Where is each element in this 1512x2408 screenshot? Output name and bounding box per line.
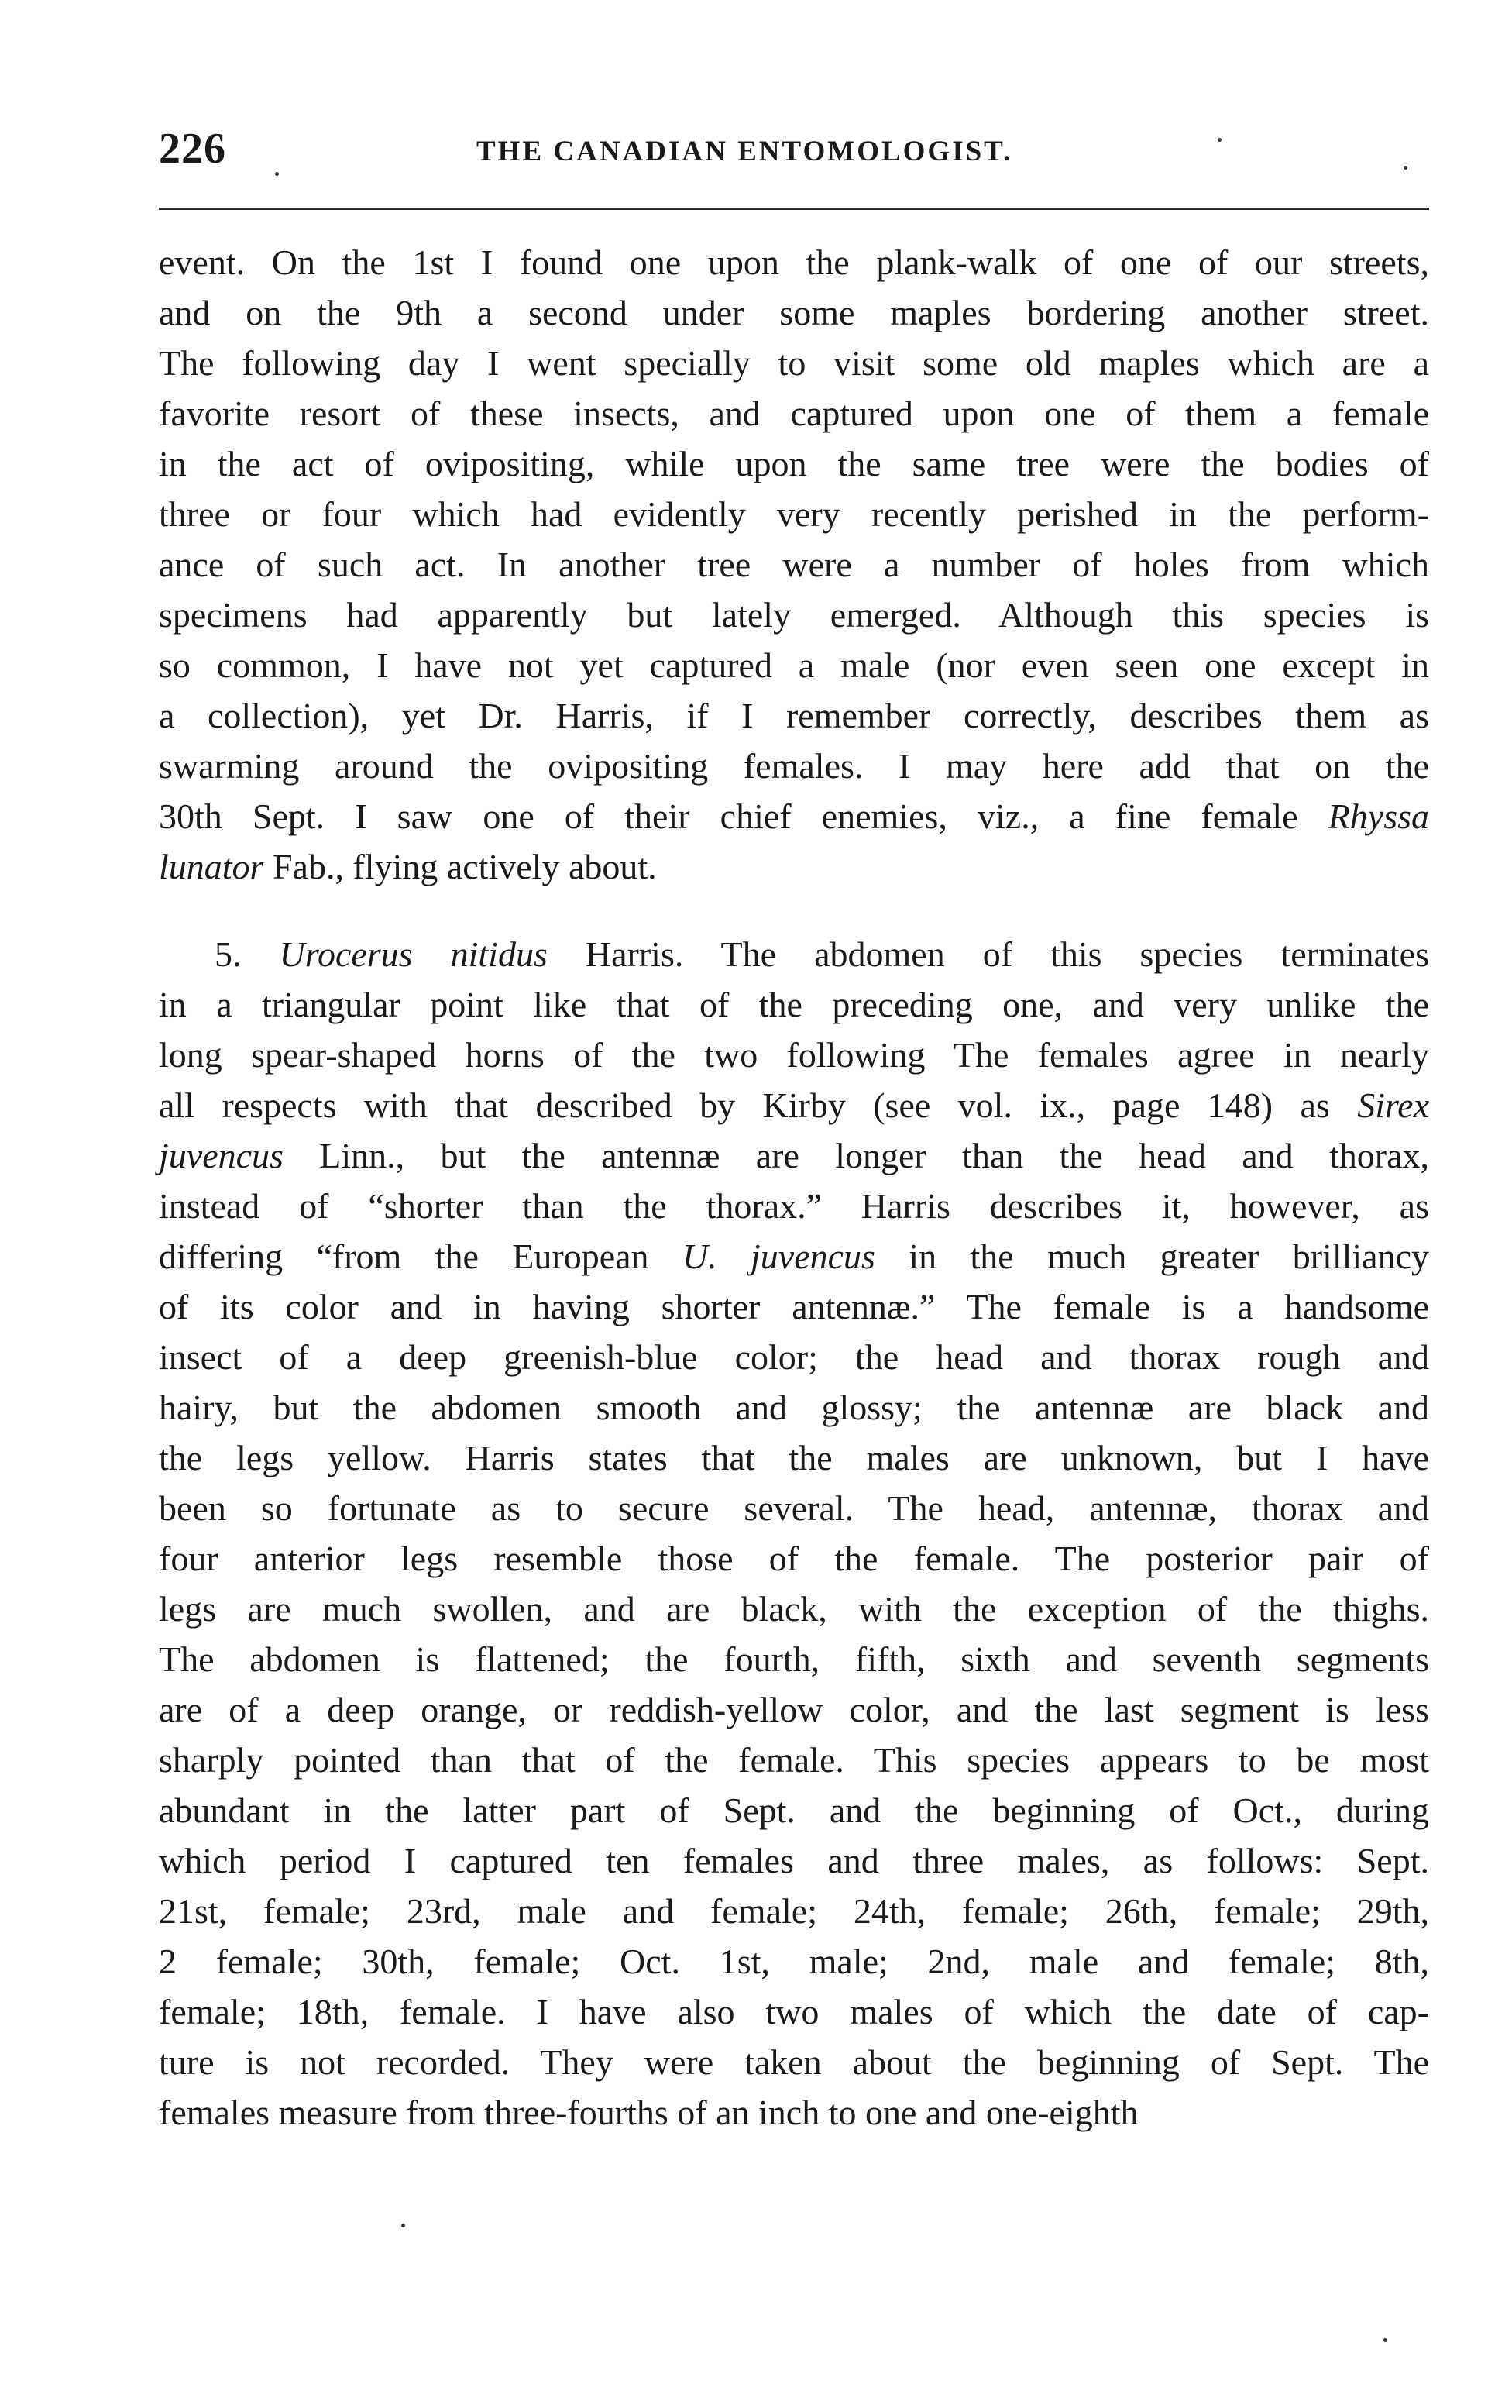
text-line [159, 1533, 1429, 1584]
italic-text: juvencus [159, 1136, 284, 1175]
text-run: The abdomen is flattened; the fourth, fifth, sixth and seventh segments [159, 1639, 1429, 1679]
text-line [159, 1382, 1429, 1433]
italic-text: lunator [159, 847, 264, 886]
running-title: THE CANADIAN ENTOMOLOGIST. [476, 136, 1013, 167]
page-number: 226 [159, 125, 226, 173]
text-line [159, 1987, 1429, 2037]
text-line [159, 640, 1429, 690]
text-line [159, 1835, 1429, 1886]
italic-text: U. juvencus [682, 1237, 875, 1276]
text-line [159, 1735, 1429, 1785]
text-line [159, 338, 1429, 388]
text-run: 30th Sept. I saw one of their chief enemies, viz., a fine female [159, 796, 1328, 836]
text-line [159, 1483, 1429, 1533]
text-run: hairy, but the abdomen smooth and glossy; the antennæ are black and [159, 1388, 1429, 1427]
text-line [159, 690, 1429, 741]
text-run: females measure from three-fourths of an inch to one and one-eighth [159, 2093, 1139, 2132]
text-line [159, 1936, 1429, 1987]
page-header [159, 124, 1429, 186]
text-run: insect of a deep greenish-blue color; the head and thorax rough and [159, 1337, 1429, 1377]
text-run: event. On the 1st I found one upon the plank-walk of one of our streets, [159, 243, 1429, 282]
text-line [159, 1080, 1429, 1130]
ink-speck [1404, 166, 1407, 170]
text-run: all respects with that described by Kirby (see vol. ix., page 148) as [159, 1085, 1358, 1125]
text-line [159, 1231, 1429, 1281]
text-line [159, 489, 1429, 539]
text-run: four anterior legs resemble those of the female. The posterior pair of [159, 1539, 1429, 1578]
text-run: ture is not recorded. They were taken about the beginning of Sept. The [159, 2042, 1429, 2082]
text-run: in a triangular point like that of the preceding one, and very unlike the [159, 985, 1429, 1024]
text-run: 2 female; 30th, female; Oct. 1st, male; 2nd, male and female; 8th, [159, 1942, 1429, 1981]
text-run: 5. [215, 934, 280, 974]
text-run: which period I captured ten females and three males, as follows: Sept. [159, 1841, 1429, 1880]
text-line [159, 1684, 1429, 1735]
text-line [159, 741, 1429, 791]
text-line [159, 388, 1429, 439]
italic-text: Sirex [1357, 1085, 1429, 1125]
ink-speck [275, 172, 279, 176]
text-run: been so fortunate as to secure several. The head, antennæ, thorax and [159, 1488, 1429, 1528]
text-line [159, 1181, 1429, 1231]
text-run: differing “from the European [159, 1237, 682, 1276]
text-line [159, 539, 1429, 590]
text-run: so common, I have not yet captured a male (nor even seen one except in [159, 645, 1429, 685]
text-line [159, 287, 1429, 338]
text-run: specimens had apparently but lately emerged. Although this species is [159, 595, 1429, 635]
text-run: are of a deep orange, or reddish-yellow color, and the last segment is less [159, 1690, 1429, 1729]
text-run: Linn., but the antennæ are longer than the head and thorax, [283, 1136, 1429, 1175]
text-run: 21st, female; 23rd, male and female; 24th, female; 26th, female; 29th, [159, 1891, 1429, 1931]
text-line [159, 1433, 1429, 1483]
text-run: of its color and in having shorter antennæ.” The female is a handsome [159, 1287, 1429, 1326]
text-line [159, 1332, 1429, 1382]
text-line [159, 590, 1429, 640]
text-line [159, 979, 1429, 1030]
text-line [159, 2087, 1429, 2138]
header-rule [159, 208, 1429, 210]
italic-text: Urocerus nitidus [279, 934, 548, 974]
text-line [159, 439, 1429, 489]
text-run: long spear-shaped horns of the two following The females agree in nearly [159, 1035, 1429, 1075]
ink-speck [1383, 2338, 1387, 2342]
italic-text: Rhyssa [1328, 796, 1429, 836]
text-run: favorite resort of these insects, and captured upon one of them a female [159, 394, 1429, 433]
text-run: The following day I went specially to visit some old maples which are a [159, 343, 1429, 383]
text-run: Fab., flying actively about. [263, 847, 657, 886]
text-run: sharply pointed than that of the female. This species appears to be most [159, 1740, 1429, 1780]
ink-speck [401, 2224, 405, 2227]
text-run: instead of “shorter than the thorax.” Harris describes it, however, as [159, 1186, 1429, 1226]
paragraph-gap [159, 892, 1429, 929]
text-run: legs are much swollen, and are black, with the exception of the thighs. [159, 1589, 1429, 1629]
text-run: Harris. The abdomen of this species terminates [547, 934, 1430, 974]
text-line [159, 929, 1429, 979]
paragraph [159, 929, 1429, 2138]
text-run: swarming around the ovipositing females. I may here add that on the [159, 746, 1429, 786]
text-line [159, 1634, 1429, 1684]
text-run: in the much greater brilliancy [875, 1237, 1429, 1276]
body-text [159, 237, 1429, 2138]
text-line [159, 841, 1429, 892]
text-line [159, 1886, 1429, 1936]
text-run: and on the 9th a second under some maples bordering another street. [159, 293, 1429, 332]
text-run: ance of such act. In another tree were a number of holes from which [159, 545, 1429, 584]
paragraph [159, 237, 1429, 892]
text-run: three or four which had evidently very recently perished in the perform- [159, 494, 1429, 534]
text-run: in the act of ovipositing, while upon the same tree were the bodies of [159, 444, 1429, 483]
text-line [159, 2037, 1429, 2087]
ink-speck [1218, 138, 1222, 142]
text-line [159, 1584, 1429, 1634]
text-run: the legs yellow. Harris states that the males are unknown, but I have [159, 1438, 1429, 1477]
text-line [159, 1030, 1429, 1080]
text-line [159, 1281, 1429, 1332]
text-run: abundant in the latter part of Sept. and the beginning of Oct., during [159, 1791, 1429, 1830]
text-run: a collection), yet Dr. Harris, if I remember correctly, describes them as [159, 696, 1429, 735]
text-line [159, 791, 1429, 841]
text-line [159, 237, 1429, 287]
text-line [159, 1130, 1429, 1181]
text-run: female; 18th, female. I have also two males of which the date of cap- [159, 1992, 1429, 2031]
text-line [159, 1785, 1429, 1835]
